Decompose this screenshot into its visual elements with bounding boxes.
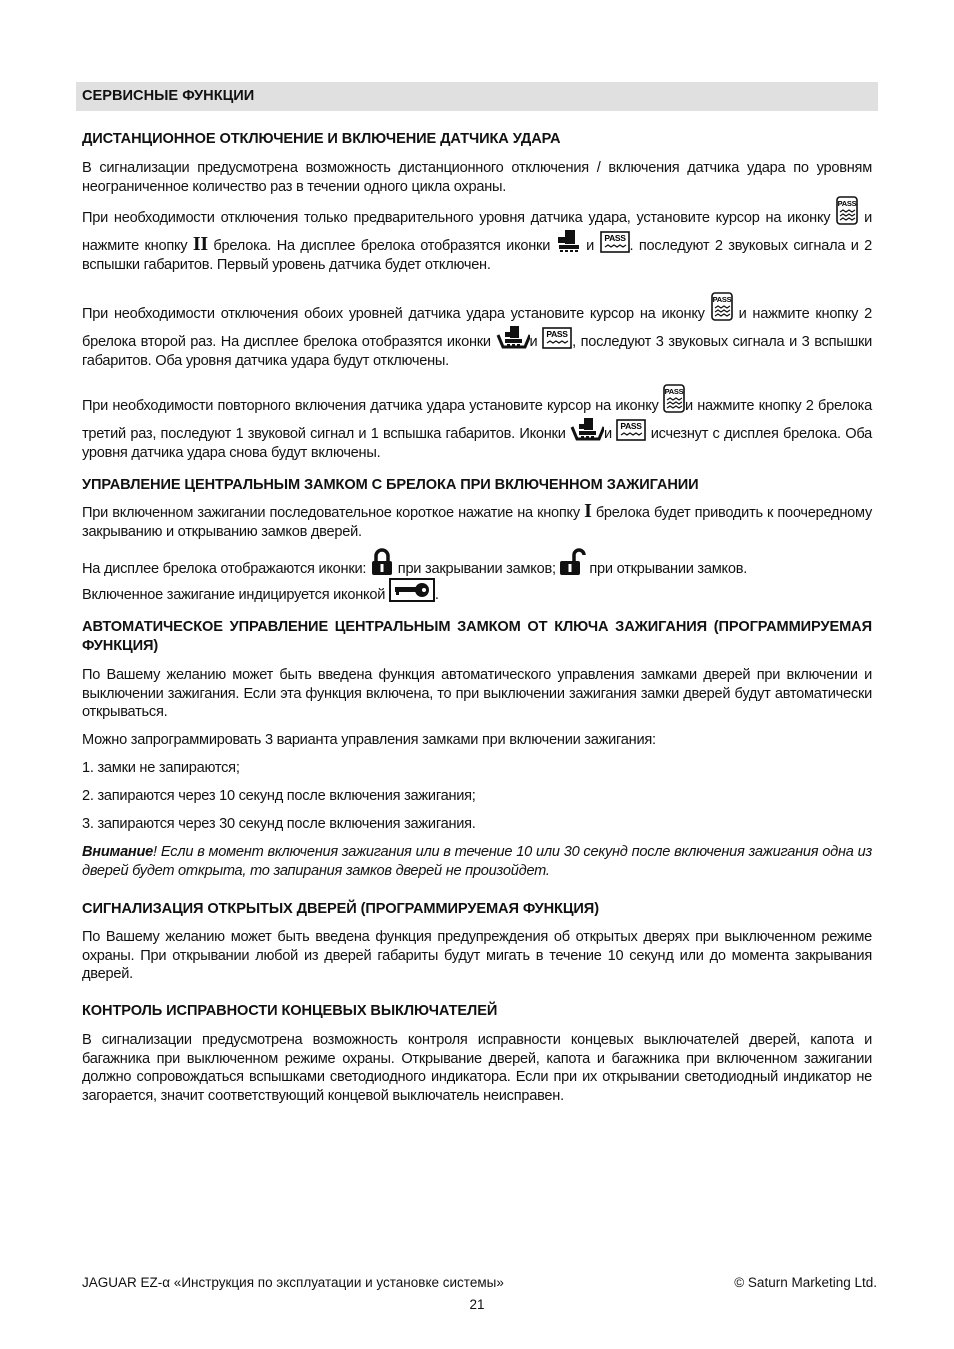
paragraph (82, 292, 872, 372)
paragraph (82, 578, 872, 606)
pass-icon (836, 196, 858, 225)
paragraph (82, 384, 872, 464)
paragraph: По Вашему желанию может быть введена функция автоматического управления замками дверей при включении и выключении зажигания. Если эта функция включена, то при выключении зажигания замки дверей будут автоматически открываться. (82, 667, 872, 721)
list-item: 2. запираются через 10 секунд после включения зажигания; (82, 788, 476, 804)
text: при закрывании замков; (393, 561, 560, 577)
text: и нажмите кнопку (82, 210, 872, 254)
warning-note (82, 843, 872, 880)
section-header-bar (76, 82, 878, 111)
pass-icon (663, 384, 685, 413)
warning-text: ! Если в момент включения зажигания или в течение 10 или 30 секунд после включения зажигания одна из дверей будет открыта, то запирания замков дверей не произойдет. (82, 844, 872, 879)
heading-open-doors: СИГНАЛИЗАЦИЯ ОТКРЫТЫХ ДВЕРЕЙ (ПРОГРАММИРУЕМАЯ ФУНКЦИЯ) (82, 901, 599, 917)
pass-icon-label: PASS (603, 232, 626, 243)
text: при открывании замков. (585, 561, 747, 577)
pass-icon-label: PASS (546, 328, 568, 339)
lock-closed-icon (370, 548, 394, 576)
pass-icon (616, 419, 646, 441)
pass-icon (542, 327, 572, 349)
paragraph (82, 196, 872, 276)
shock-sensor-both-icon (570, 417, 604, 441)
text: , последуют 3 звуковых сигнала и 3 вспышки габаритов. Оба уровня датчика удара будут отключены. (82, 333, 873, 369)
button-ii-glyph: II (192, 232, 208, 255)
paragraph (82, 502, 872, 541)
pass-icon-label: PASS (664, 387, 684, 396)
text: При включенном зажигании последовательное короткое нажатие на кнопку (82, 505, 585, 521)
heading-central-lock: УПРАВЛЕНИЕ ЦЕНТРАЛЬНЫМ ЗАМКОМ С БРЕЛОКА ПРИ ВКЛЮЧЕННОМ ЗАЖИГАНИИ (82, 477, 699, 493)
warning-label: Внимание (82, 844, 154, 860)
text: . (434, 587, 439, 603)
button-i-glyph: I (584, 500, 592, 522)
paragraph: По Вашему желанию может быть введена функция предупреждения об открытых дверях при выключенном режиме охраны. При открывании любой из дверей габариты будут мигать в течение 10 секунд или до момента закрывания дверей. (82, 929, 872, 983)
text: При необходимости отключения только предварительного уровня датчика удара, установите курсор на иконку (82, 210, 837, 226)
footer-copyright: © Saturn Marketing Ltd. (734, 1275, 877, 1290)
heading-limit-switches: КОНТРОЛЬ ИСПРАВНОСТИ КОНЦЕВЫХ ВЫКЛЮЧАТЕЛЕЙ (82, 1003, 498, 1019)
text: Включенное зажигание индицируется иконкой (82, 587, 389, 603)
list-item: 1. замки не запираются; (82, 760, 240, 776)
page-number: 21 (469, 1297, 485, 1312)
text: исчезнут с дисплея брелока. Оба уровня датчика удара снова будут включены. (82, 425, 872, 461)
list-item: 3. запираются через 30 секунд после включения зажигания. (82, 816, 476, 832)
lock-open-icon (560, 548, 586, 576)
heading-shock-sensor: ДИСТАНЦИОННОЕ ОТКЛЮЧЕНИЕ И ВКЛЮЧЕНИЕ ДАТЧИКА УДАРА (82, 131, 561, 147)
text: . последуют 2 звуковых сигнала и 2 вспышки габаритов. Первый уровень датчика будет отключен. (82, 237, 873, 273)
text: и (529, 333, 543, 350)
pass-icon-label: PASS (712, 295, 731, 304)
paragraph: В сигнализации предусмотрена возможность дистанционного отключения / включения датчика удара по уровням неограниченное количество раз в течении одного цикла охраны. (82, 160, 872, 195)
text: На дисплее брелока отображаются иконки: (82, 561, 370, 577)
paragraph: В сигнализации предусмотрена возможность контроля исправности концевых выключателей дверей, капота и багажника при выключенном режиме охраны. Открывание дверей, капота и багажника при включенном зажигании должно сопровождаться вспышками светодиодного индикатора. Если при их открывании светодиодный индикатор не загорается, значит соответствующий концевой выключатель неисправен. (82, 1032, 872, 1104)
pass-icon (711, 292, 733, 321)
pass-icon (600, 231, 630, 253)
pass-icon-label: PASS (620, 420, 642, 431)
text: брелока будет приводить к поочередному закрыванию и открыванию замков дверей. (82, 505, 872, 540)
heading-auto-lock: АВТОМАТИЧЕСКОЕ УПРАВЛЕНИЕ ЦЕНТРАЛЬНЫМ ЗАМКОМ ОТ КЛЮЧА ЗАЖИГАНИЯ (ПРОГРАММИРУЕМАЯ ФУНКЦИЯ) (82, 619, 872, 654)
shock-sensor-both-icon (496, 325, 530, 349)
paragraph (82, 548, 872, 581)
pass-icon-label: PASS (837, 199, 857, 208)
shock-sensor-level1-icon (556, 229, 581, 253)
text: и нажмите кнопку 2 брелока второй раз. На дисплее брелока отобразятся иконки (82, 306, 872, 350)
ignition-key-icon (389, 578, 435, 602)
paragraph: Можно запрограммировать 3 варианта управления замками при включении зажигания: (82, 732, 656, 748)
footer-document-title: JAGUAR EZ-α «Инструкция по эксплуатации и установке системы» (82, 1275, 504, 1290)
text: и (604, 425, 617, 442)
text: При необходимости повторного включения датчика удара установите курсор на иконку (82, 398, 663, 414)
text: При необходимости отключения обоих уровней датчика удара установите курсор на иконку (82, 306, 711, 322)
text: и нажмите кнопку 2 брелока третий раз, последуют 1 звуковой сигнал и 1 вспышка габаритов. Иконки (82, 398, 872, 442)
text: и (580, 237, 600, 254)
text: брелока. На дисплее брелока отобразятся иконки (207, 237, 556, 254)
section-title: СЕРВИСНЫЕ ФУНКЦИИ (82, 88, 255, 104)
